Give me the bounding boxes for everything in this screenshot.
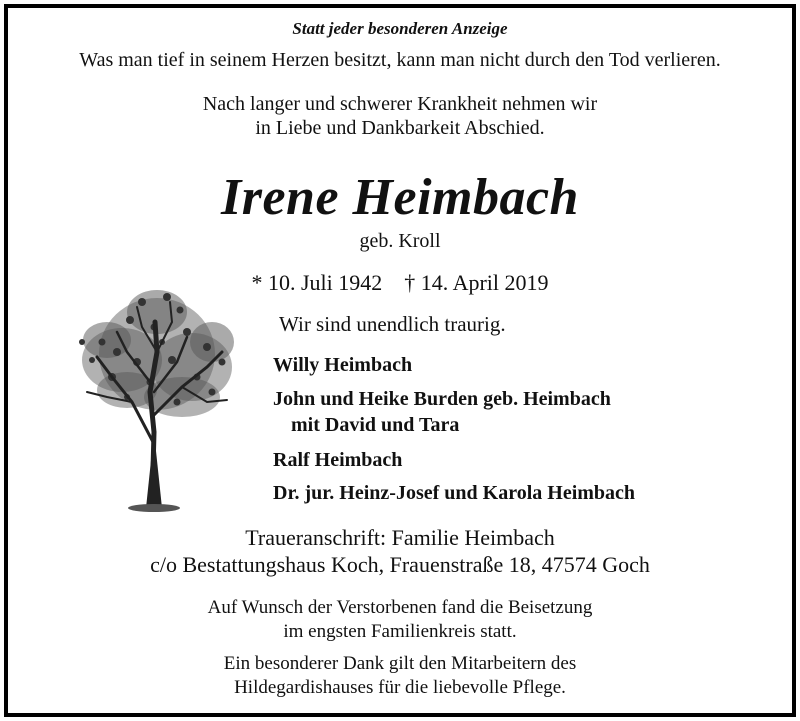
mourner-name: Dr. jur. Heinz-Josef und Karola Heimbach (273, 482, 636, 504)
birth-date: * 10. Juli 1942 (251, 270, 383, 295)
maiden-name: geb. Kroll (359, 230, 441, 252)
tree-icon (62, 282, 242, 514)
burial-note-line-1: Auf Wunsch der Verstorbenen fand die Beisetzung (207, 597, 593, 618)
thanks-line-1: Ein besonderer Dank gilt den Mitarbeitern des (223, 653, 577, 674)
burial-note-line-2: im engsten Familienkreis statt. (283, 621, 517, 642)
death-date: † 14. April 2019 (404, 270, 549, 295)
grief-line: Wir sind unendlich traurig. (279, 312, 506, 336)
thanks-line-2: Hildegardishauses für die liebevolle Pflege. (234, 677, 566, 698)
address-line-2: c/o Bestattungshaus Koch, Frauenstraße 18, 47574 Goch (150, 552, 650, 577)
mourner-name: mit David und Tara (291, 414, 460, 436)
mourner-name: Willy Heimbach (273, 354, 413, 376)
address-line-1: Traueranschrift: Familie Heimbach (245, 525, 555, 550)
memorial-quote: Was man tief in seinem Herzen besitzt, kann man nicht durch den Tod verlieren. (79, 49, 721, 71)
intro-line-1: Nach langer und schwerer Krankheit nehmen wir (202, 93, 598, 115)
intro-line-2: in Liebe und Dankbarkeit Abschied. (255, 117, 545, 139)
mourner-name: Ralf Heimbach (273, 449, 403, 471)
notice-heading: Statt jeder besonderen Anzeige (292, 19, 508, 38)
deceased-name: Irene Heimbach (221, 169, 579, 226)
mourner-name: John und Heike Burden geb. Heimbach (273, 388, 611, 410)
